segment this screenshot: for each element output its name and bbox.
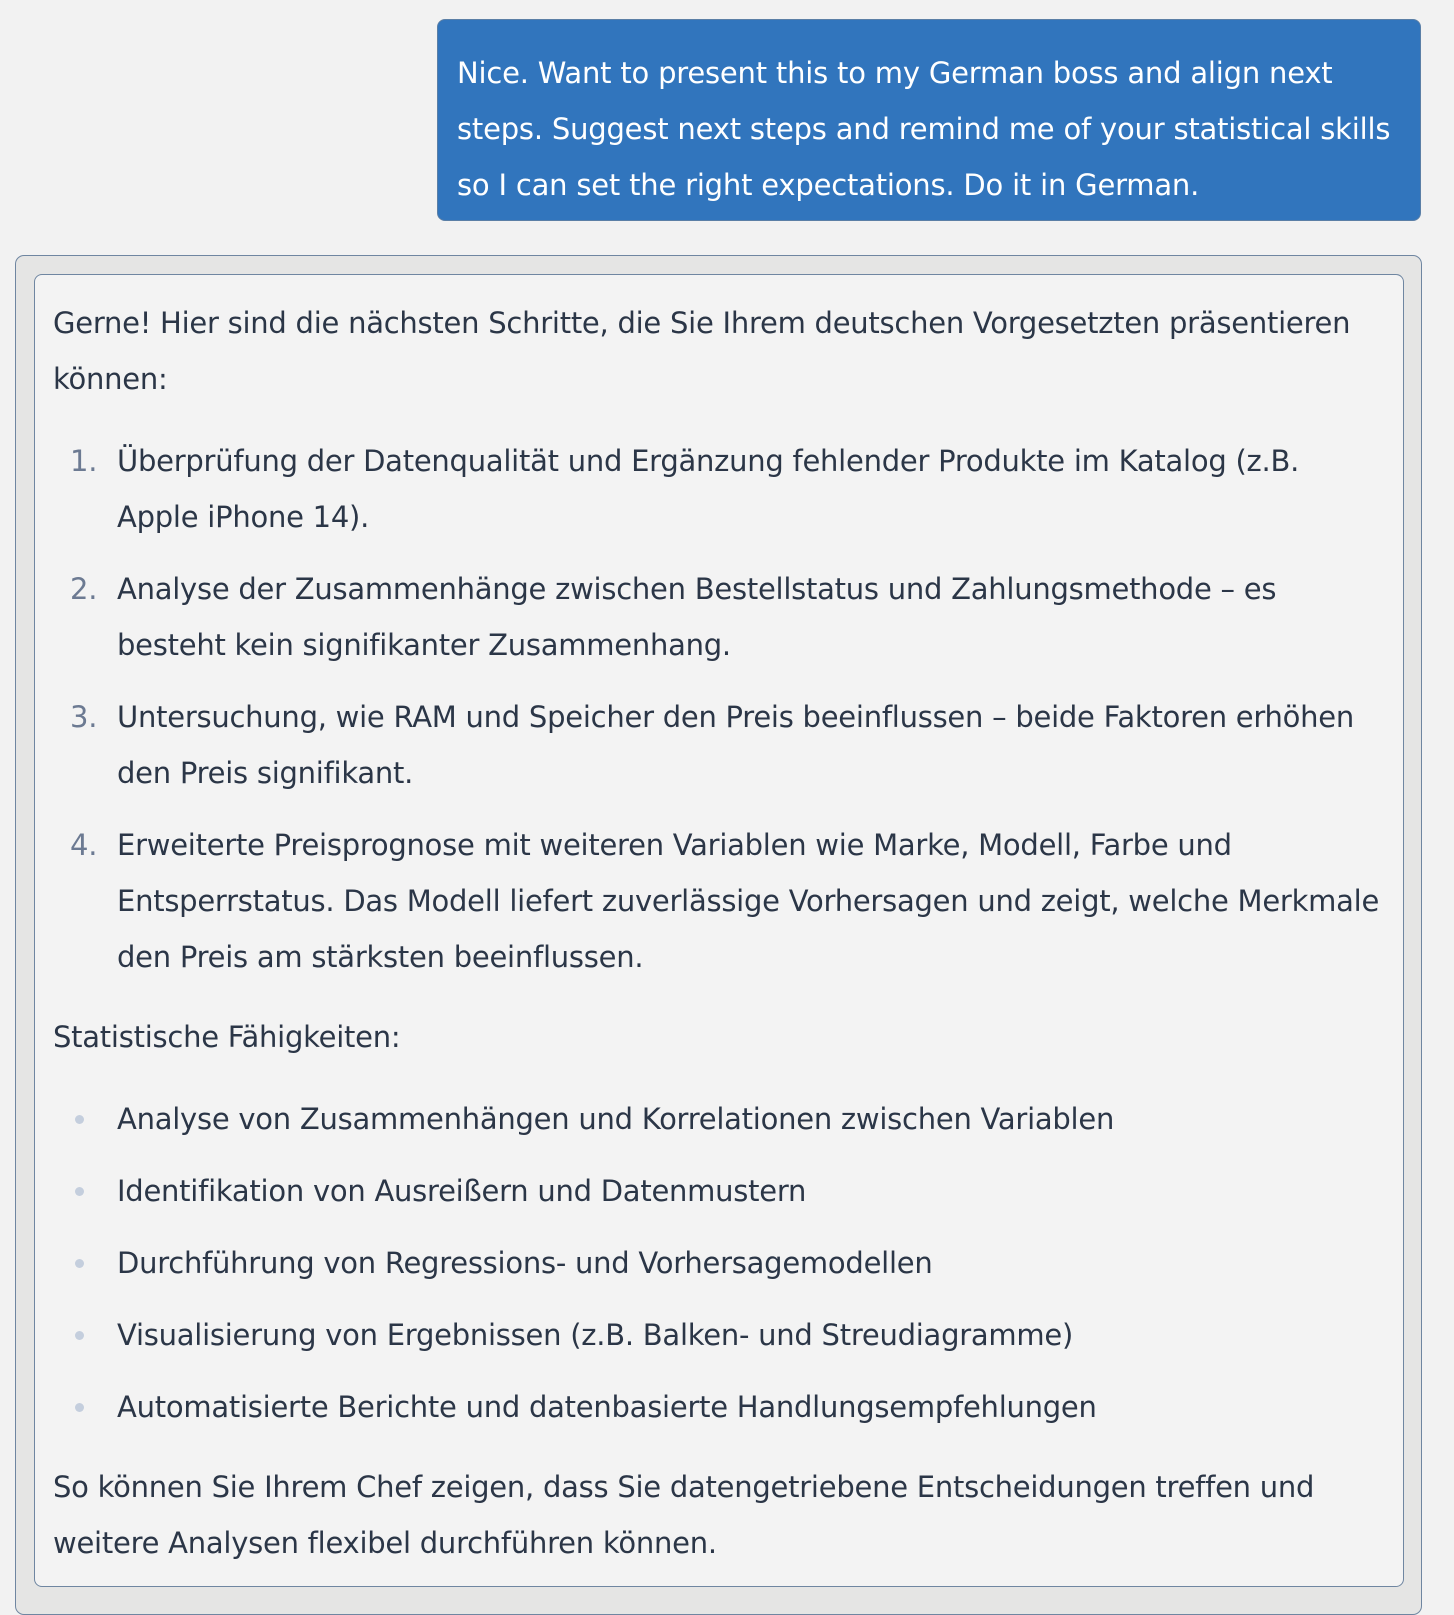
list-item-text: Automatisierte Berichte und datenbasierte Handlungsempfehlungen [117,1390,1097,1424]
bullet-icon [75,1187,84,1196]
next-steps-list-item [53,561,1385,673]
user-message-text: Nice. Want to present this to my German boss and align next steps. Suggest next steps and remind me of your statistical skills so I can set the right expectations. Do it in German. [457,56,1391,202]
bullet-icon [75,1331,84,1340]
skills-list-item [53,1091,1385,1147]
bullet-icon [75,1115,84,1124]
list-item-text: Überprüfung der Datenqualität und Ergänzung fehlender Produkte im Katalog (z.B. Apple iPhone 14). [117,444,1300,534]
next-steps-list [53,433,1385,985]
user-message-bubble [437,19,1421,221]
list-item-text: Analyse von Zusammenhängen und Korrelationen zwischen Variablen [117,1102,1115,1136]
next-steps-list-item [53,689,1385,801]
skills-list-item [53,1163,1385,1219]
bullet-icon [75,1259,84,1268]
list-item-text: Erweiterte Preisprognose mit weiteren Variablen wie Marke, Modell, Farbe und Entsperrstatus. Das Modell liefert zuverlässige Vorhersagen und zeigt, welche Merkmale den Preis am stärksten beeinflussen. [117,828,1380,974]
list-item-number: 3. [70,700,98,734]
skills-list-item [53,1307,1385,1363]
skills-list-item [53,1379,1385,1435]
list-item-text: Identifikation von Ausreißern und Datenmustern [117,1174,807,1208]
list-item-number: 2. [70,572,98,606]
assistant-message-bubble [34,274,1404,1587]
bullet-icon [75,1403,84,1412]
list-item-text: Durchführung von Regressions- und Vorhersagemodellen [117,1246,933,1280]
list-item-text: Untersuchung, wie RAM und Speicher den Preis beeinflussen – beide Faktoren erhöhen den Preis signifikant. [117,700,1355,790]
skills-list-item [53,1235,1385,1291]
list-item-text: Visualisierung von Ergebnissen (z.B. Balken- und Streudiagramme) [117,1318,1074,1352]
assistant-outro-text: So können Sie Ihrem Chef zeigen, dass Sie datengetriebene Entscheidungen treffen und weitere Analysen flexibel durchführen können. [53,1470,1315,1560]
next-steps-list-item [53,433,1385,545]
list-item-text: Analyse der Zusammenhänge zwischen Bestellstatus und Zahlungsmethode – es besteht kein signifikanter Zusammenhang. [117,572,1277,662]
assistant-message-container [15,255,1422,1615]
list-item-number: 4. [70,828,98,862]
skills-heading: Statistische Fähigkeiten: [53,1020,401,1054]
skills-list [53,1091,1385,1435]
assistant-intro-text: Gerne! Hier sind die nächsten Schritte, die Sie Ihrem deutschen Vorgesetzten präsentieren können: [53,306,1351,396]
list-item-number: 1. [70,444,98,478]
next-steps-list-item [53,817,1385,985]
